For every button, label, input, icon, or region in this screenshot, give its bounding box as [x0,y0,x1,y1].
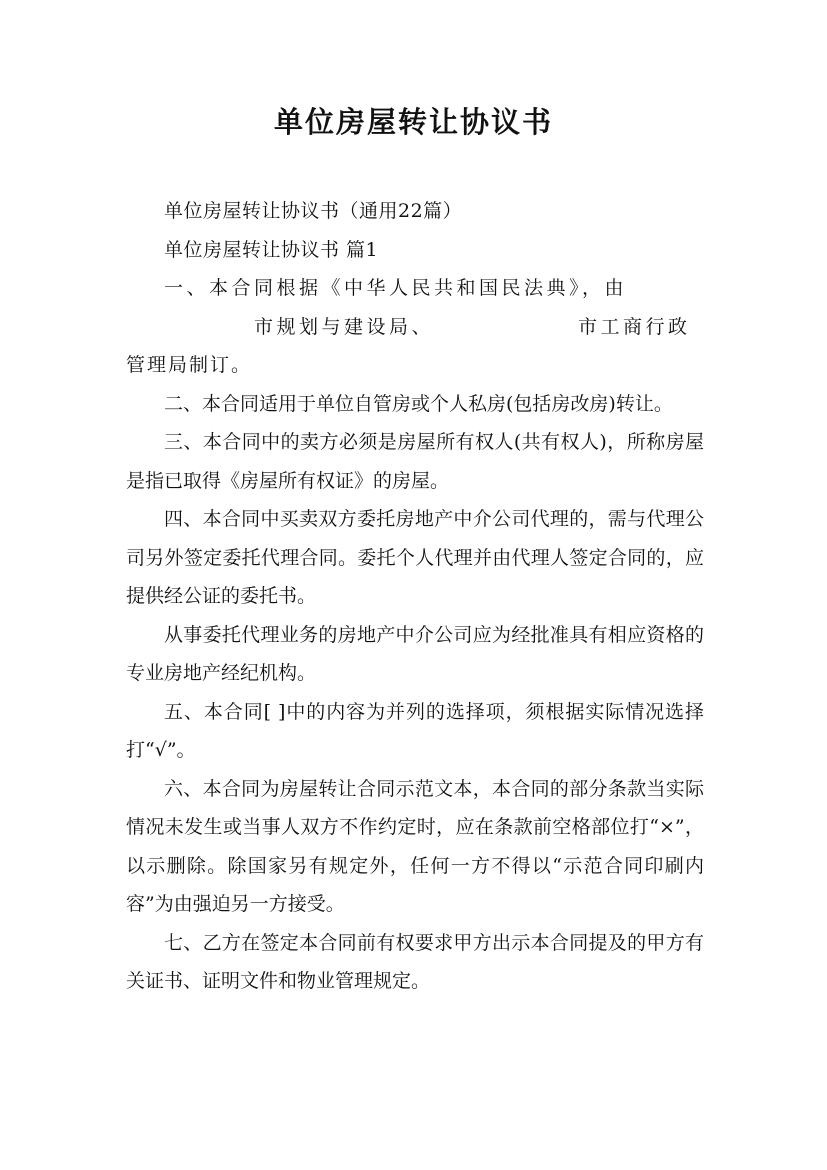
clause-4-note: 从事委托代理业务的房地产中介公司应为经批准具有相应资格的专业房地产经纪机构。 [126,623,704,684]
document-subtitle: 单位房屋转让协议书（通用22篇） [164,200,463,222]
clause-6: 六、本合同为房屋转让合同示范文本，本合同的部分条款当实际情况未发生或当事人双方不作约定时，应在条款前空格部位打“×”，以示删除。除国家另有规定外，任何一方不得以“示范合同印刷内容”为由强迫另一方接受。 [126,777,704,915]
clause-1-line-2 [126,308,704,347]
clause-1-line-2-part-b: 市工商行政 [578,315,691,338]
clause-2: 二、本合同适用于单位自管房或个人私房(包括房改房)转让。 [164,392,673,415]
document-body [126,192,704,1001]
clause-4: 四、本合同中买卖双方委托房地产中介公司代理的，需与代理公司另外签定委托代理合同。委托个人代理并由代理人签定合同的，应提供经公证的委托书。 [126,508,704,607]
clause-7: 七、乙方在签定本合同前有权要求甲方出示本合同提及的甲方有关证书、证明文件和物业管理规定。 [126,931,704,992]
clause-1-line-3: 管理局制订。 [126,354,253,376]
clause-1-line-2-part-a: 市规划与建设局、 [254,315,435,338]
document-title: 单位房屋转让协议书 [273,105,553,139]
clause-1 [126,269,704,385]
clause-1-line-1: 一、本合同根据《中华人民共和国民法典》，由 [164,277,628,299]
clause-3: 三、本合同中的卖方必须是房屋所有权人(共有权人)，所称房屋是指已取得《房屋所有权证》的房屋。 [126,431,704,492]
clause-5: 五、本合同[ ]中的内容为并列的选择项，须根据实际情况选择打“√”。 [126,700,704,761]
section-heading: 单位房屋转让协议书 篇1 [164,238,379,261]
